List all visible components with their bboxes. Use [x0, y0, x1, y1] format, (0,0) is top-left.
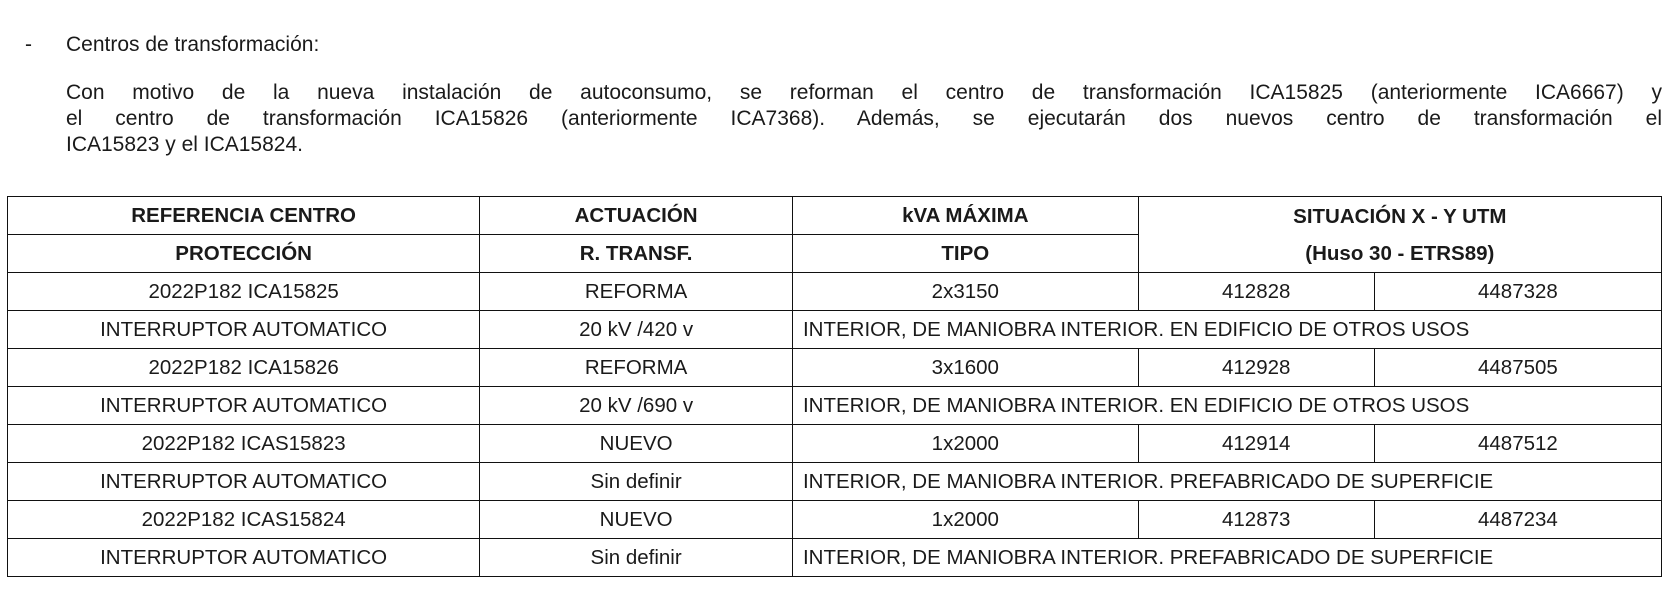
cell-utm-x: 412914	[1138, 425, 1374, 463]
cell-referencia: 2022P182 ICA15826	[8, 349, 480, 387]
cell-referencia: 2022P182 ICAS15823	[8, 425, 480, 463]
cell-utm-y: 4487234	[1374, 501, 1661, 539]
cell-r-transf: Sin definir	[480, 539, 793, 577]
cell-utm-y: 4487505	[1374, 349, 1661, 387]
cell-tipo: INTERIOR, DE MANIOBRA INTERIOR. PREFABRICADO DE SUPERFICIE	[792, 463, 1661, 501]
cell-proteccion: INTERRUPTOR AUTOMATICO	[8, 387, 480, 425]
cell-actuacion: NUEVO	[480, 501, 793, 539]
header-kva-maxima: kVA MÁXIMA	[792, 197, 1138, 235]
table-row	[8, 539, 1662, 577]
cell-r-transf: 20 kV /690 v	[480, 387, 793, 425]
cell-utm-x: 412828	[1138, 273, 1374, 311]
cell-utm-y: 4487512	[1374, 425, 1661, 463]
cell-actuacion: NUEVO	[480, 425, 793, 463]
paragraph-line: el centro de transformación ICA15826 (anteriormente ICA7368). Además, se ejecutarán dos nuevos centro de transformación el	[66, 107, 1662, 130]
cell-kva: 1x2000	[792, 425, 1138, 463]
table-row	[8, 273, 1662, 311]
table-row	[8, 463, 1662, 501]
bullet-dash: -	[25, 33, 32, 56]
header-actuacion: ACTUACIÓN	[480, 197, 793, 235]
cell-kva: 1x2000	[792, 501, 1138, 539]
cell-r-transf: Sin definir	[480, 463, 793, 501]
cell-tipo: INTERIOR, DE MANIOBRA INTERIOR. EN EDIFICIO DE OTROS USOS	[792, 311, 1661, 349]
intro-paragraph	[66, 80, 1662, 158]
header-situacion-line1: SITUACIÓN X - Y UTM	[1293, 204, 1507, 228]
cell-kva: 3x1600	[792, 349, 1138, 387]
header-situacion-utm	[1138, 197, 1661, 273]
cell-proteccion: INTERRUPTOR AUTOMATICO	[8, 463, 480, 501]
header-proteccion: PROTECCIÓN	[8, 235, 480, 273]
header-situacion-line2: (Huso 30 - ETRS89)	[1305, 241, 1495, 265]
cell-actuacion: REFORMA	[480, 273, 793, 311]
cell-proteccion: INTERRUPTOR AUTOMATICO	[8, 539, 480, 577]
header-referencia-centro: REFERENCIA CENTRO	[8, 197, 480, 235]
cell-tipo: INTERIOR, DE MANIOBRA INTERIOR. PREFABRICADO DE SUPERFICIE	[792, 539, 1661, 577]
cell-kva: 2x3150	[792, 273, 1138, 311]
table-row	[8, 425, 1662, 463]
paragraph-line: ICA15823 y el ICA15824.	[66, 133, 303, 156]
paragraph-line: Con motivo de la nueva instalación de autoconsumo, se reforman el centro de transformación ICA15825 (anteriormente ICA6667) y	[66, 81, 1662, 104]
table-row	[8, 501, 1662, 539]
cell-r-transf: 20 kV /420 v	[480, 311, 793, 349]
cell-proteccion: INTERRUPTOR AUTOMATICO	[8, 311, 480, 349]
table-row	[8, 387, 1662, 425]
cell-utm-x: 412873	[1138, 501, 1374, 539]
cell-utm-y: 4487328	[1374, 273, 1661, 311]
header-row	[8, 197, 1662, 235]
table-row	[8, 311, 1662, 349]
cell-referencia: 2022P182 ICA15825	[8, 273, 480, 311]
header-r-transf: R. TRANSF.	[480, 235, 793, 273]
cell-tipo: INTERIOR, DE MANIOBRA INTERIOR. EN EDIFICIO DE OTROS USOS	[792, 387, 1661, 425]
cell-actuacion: REFORMA	[480, 349, 793, 387]
cell-utm-x: 412928	[1138, 349, 1374, 387]
table-row	[8, 349, 1662, 387]
section-title: Centros de transformación:	[66, 33, 320, 56]
header-tipo: TIPO	[792, 235, 1138, 273]
cell-referencia: 2022P182 ICAS15824	[8, 501, 480, 539]
transformation-centers-table	[7, 196, 1662, 577]
